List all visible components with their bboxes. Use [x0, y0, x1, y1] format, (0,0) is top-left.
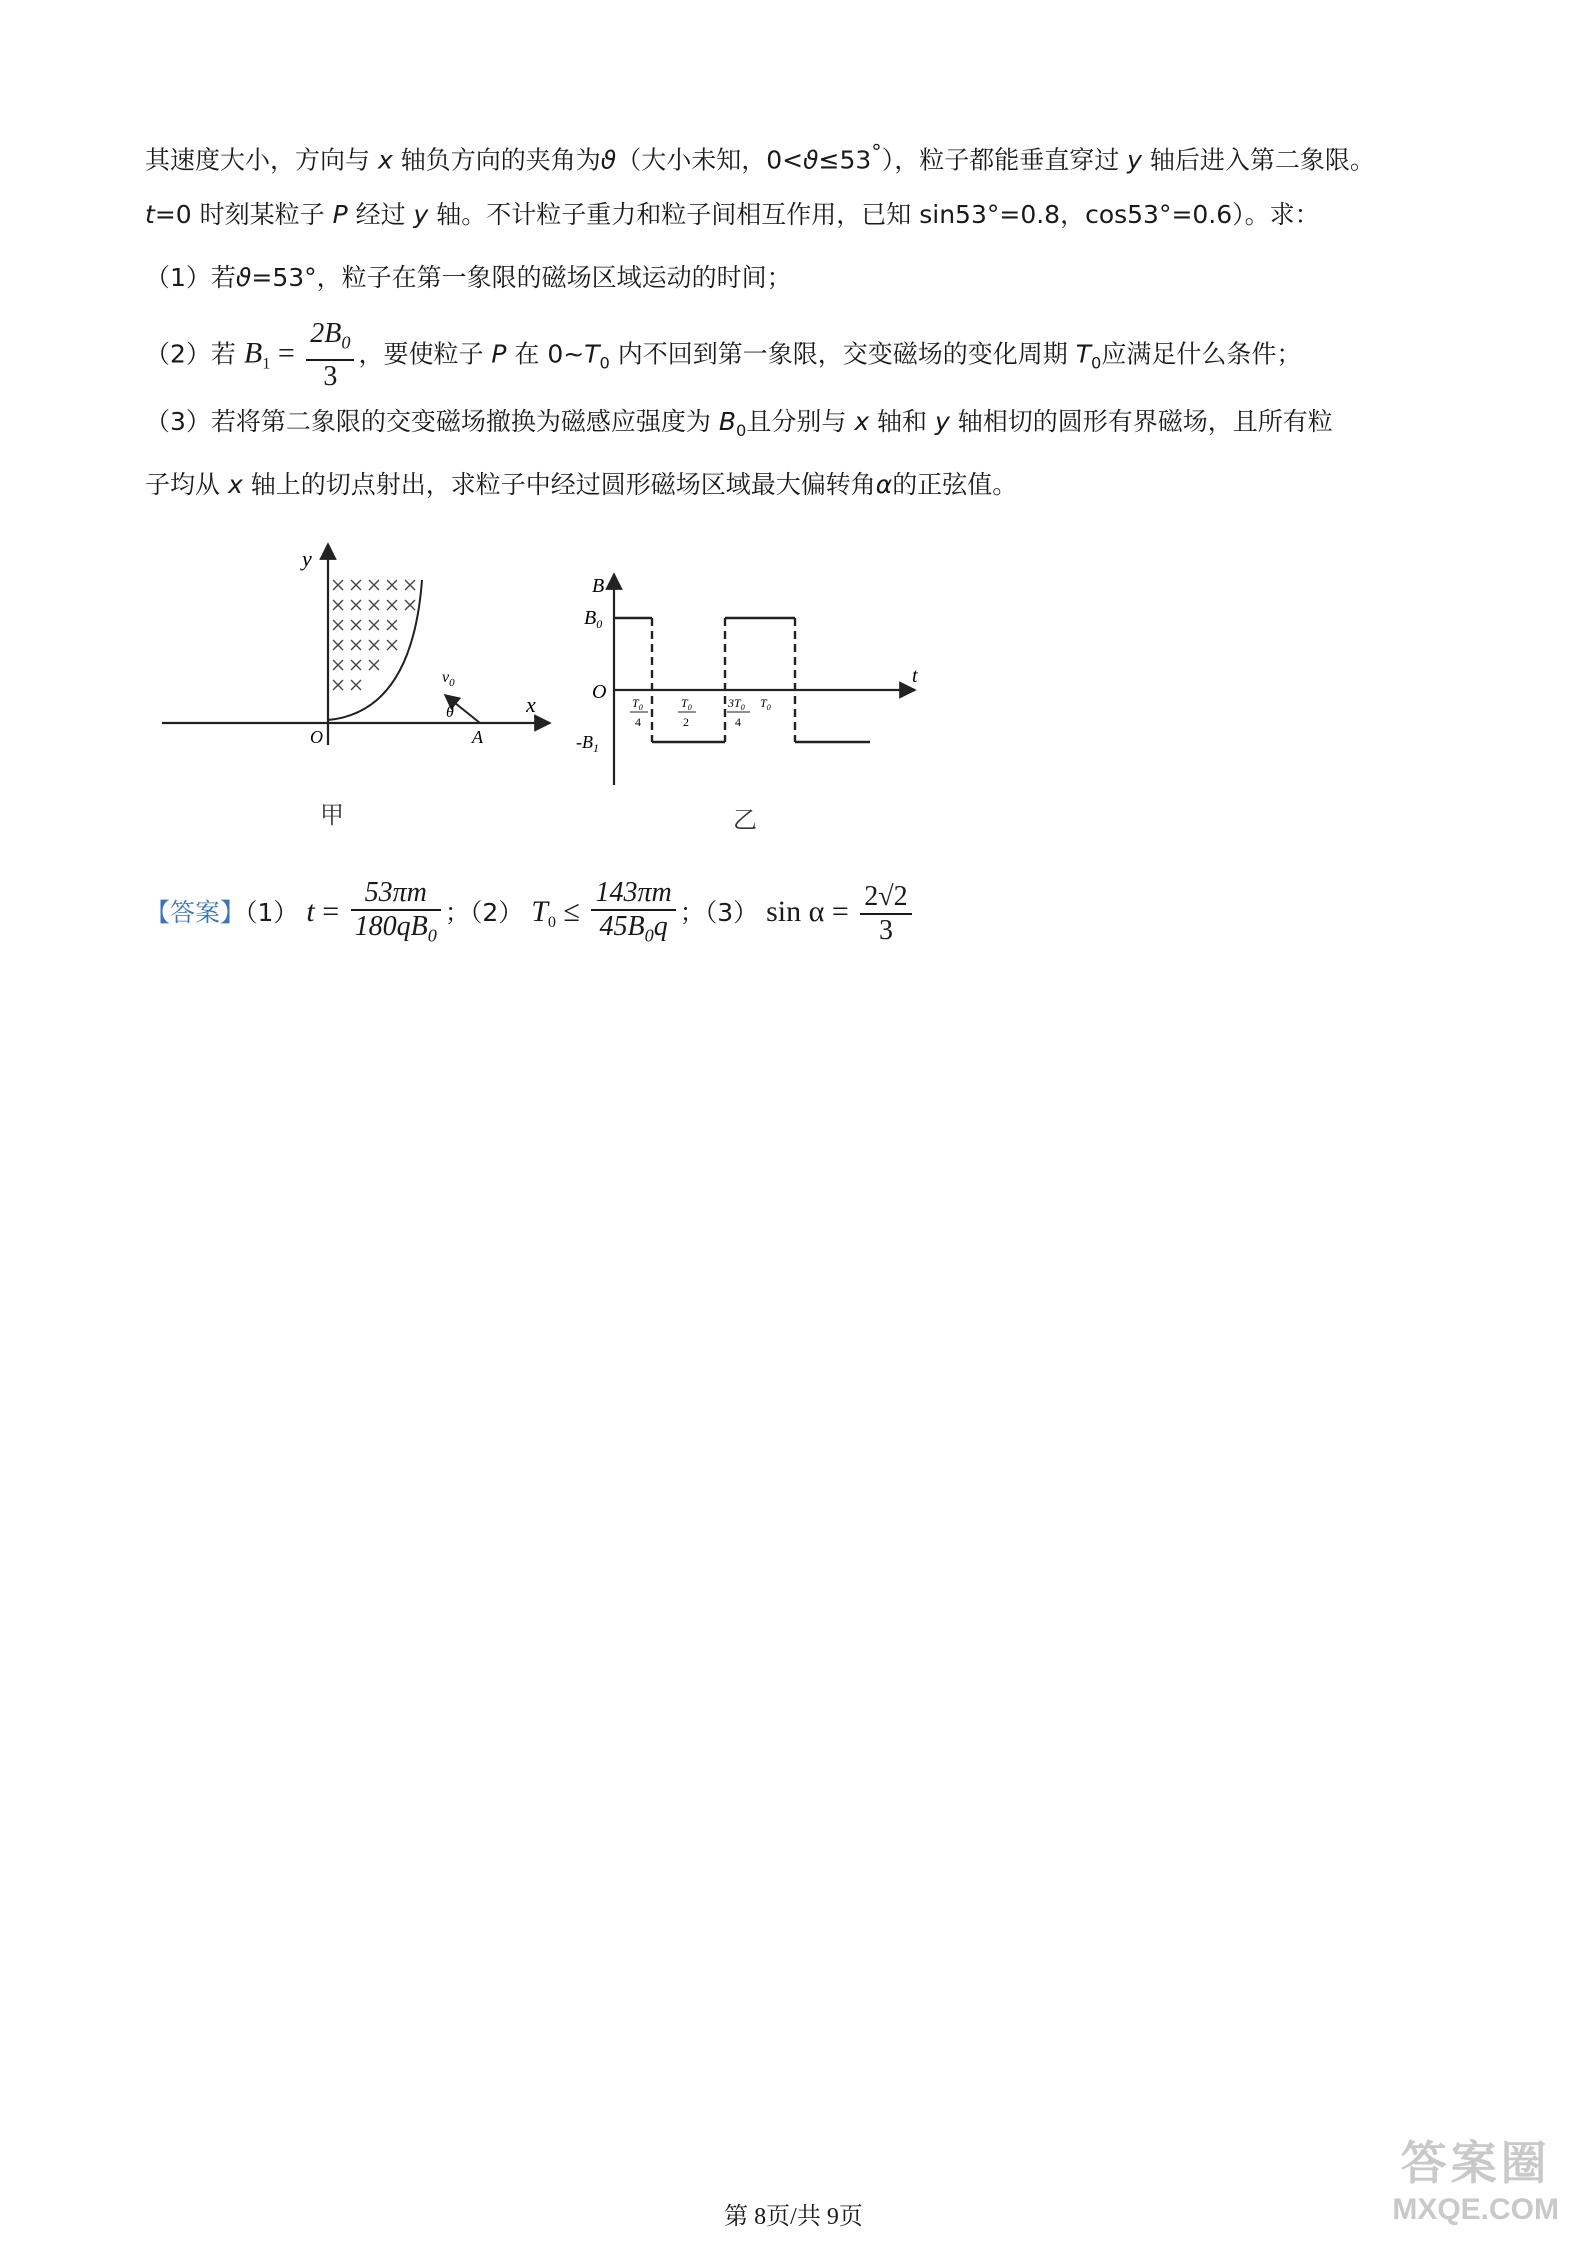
- question-3-line-2: 子均从 x 轴上的切点射出，求粒子中经过圆形磁场区域最大偏转角α的正弦值。: [145, 470, 1018, 499]
- field-cross: [333, 600, 343, 610]
- waveform-dashed-edges: [652, 618, 795, 742]
- watermark-logo: 答案圈 MXQE.COM: [1392, 2136, 1559, 2226]
- field-cross: [351, 600, 361, 610]
- question-1: （1）若ϑ=53°，粒子在第一象限的磁场区域运动的时间；: [145, 263, 792, 292]
- label-t: t: [912, 665, 918, 687]
- problem-text-line-2: t=0 时刻某粒子 P 经过 y 轴。不计粒子重力和粒子间相互作用，已知 sin53°=0.8，cos53°=0.6）。求：: [145, 200, 1320, 229]
- label-b0: $B_0$: [584, 607, 603, 631]
- svg-text:3T0: $3T_0$: [728, 696, 745, 712]
- svg-text:2: 2: [683, 715, 689, 729]
- field-cross: [369, 640, 379, 650]
- label-x: x: [526, 692, 536, 717]
- answer-tag: 【答案】: [145, 898, 246, 927]
- answer-1-fraction: $\frac{53\pi m}{180qB_0}$: [351, 877, 441, 952]
- field-cross: [387, 620, 397, 630]
- label-origin: O: [310, 727, 323, 747]
- field-cross: [387, 600, 397, 610]
- tick-t0-over-2: [678, 696, 696, 729]
- field-cross: [333, 680, 343, 690]
- label-origin-2: O: [592, 681, 607, 703]
- field-cross: [369, 600, 379, 610]
- question-2: （2）若 $B_1$ = $\frac{2B_0}{3}$ ，要使粒子 P 在 $0\sim T_0$ 内不回到第一象限，交变磁场的变化周期 $T_0$应满足什么条件；: [145, 318, 1302, 392]
- problem-text-line-1: 其速度大小，方向与 x 轴负方向的夹角为ϑ（大小未知，0<ϑ≤53°），粒子都能垂直穿过 y 轴后进入第二象限。: [145, 140, 1375, 175]
- figure-jia: [150, 530, 570, 750]
- magnetic-field-crosses: [333, 580, 415, 690]
- field-cross: [351, 640, 361, 650]
- label-b: B: [592, 575, 605, 597]
- tick-t0-over-4: [630, 696, 648, 729]
- field-cross: [351, 660, 361, 670]
- question-3-line-1: （3）若将第二象限的交变磁场撤换为磁感应强度为 $B_0$且分别与 x 轴和 y 轴相切的圆形有界磁场，且所有粒: [145, 407, 1333, 440]
- field-cross: [351, 620, 361, 630]
- field-cross: [369, 580, 379, 590]
- fraction-2b0-over-3: $\frac{2B_0}{3}$: [306, 318, 354, 393]
- field-cross: [333, 620, 343, 630]
- svg-text:T0: $T_0$: [632, 696, 643, 712]
- caption-yi: 乙: [733, 808, 757, 834]
- answer-2-fraction: $\frac{143\pi m}{45B_0q}$: [591, 877, 675, 952]
- tick-3t0-over-4: [727, 696, 750, 729]
- tick-t0: $T_0$: [760, 696, 771, 712]
- label-y: y: [302, 546, 312, 571]
- field-cross: [405, 580, 415, 590]
- svg-text:4: 4: [735, 715, 741, 729]
- field-cross: [333, 640, 343, 650]
- field-cross: [333, 660, 343, 670]
- field-cross: [369, 620, 379, 630]
- answer-3-fraction: $\frac{2√2}{3}$: [860, 881, 911, 947]
- page-footer: 第 8页/共 9页: [724, 2204, 863, 2230]
- field-cross: [387, 580, 397, 590]
- figure-yi: [570, 560, 930, 795]
- svg-text:T0: $T_0$: [681, 696, 692, 712]
- label-a: A: [472, 727, 483, 747]
- svg-text:4: 4: [635, 715, 641, 729]
- label-theta: θ: [446, 704, 454, 721]
- label-v0: $v_0$: [442, 669, 455, 689]
- field-cross: [351, 580, 361, 590]
- field-cross: [369, 660, 379, 670]
- answer-line: 【答案】（1） t = $\frac{53\pi m}{180qB_0}$ ；（2） $T_0$ ≤ $\frac{143\pi m}{45B_0q}$ ；（3） sin α = $\frac{2√2}{3}$: [145, 872, 1455, 962]
- field-cross: [405, 600, 415, 610]
- caption-jia: 甲: [320, 803, 344, 829]
- field-cross: [351, 680, 361, 690]
- field-cross: [333, 580, 343, 590]
- label-minus-b1: $-B_1$: [576, 732, 599, 755]
- field-cross: [387, 640, 397, 650]
